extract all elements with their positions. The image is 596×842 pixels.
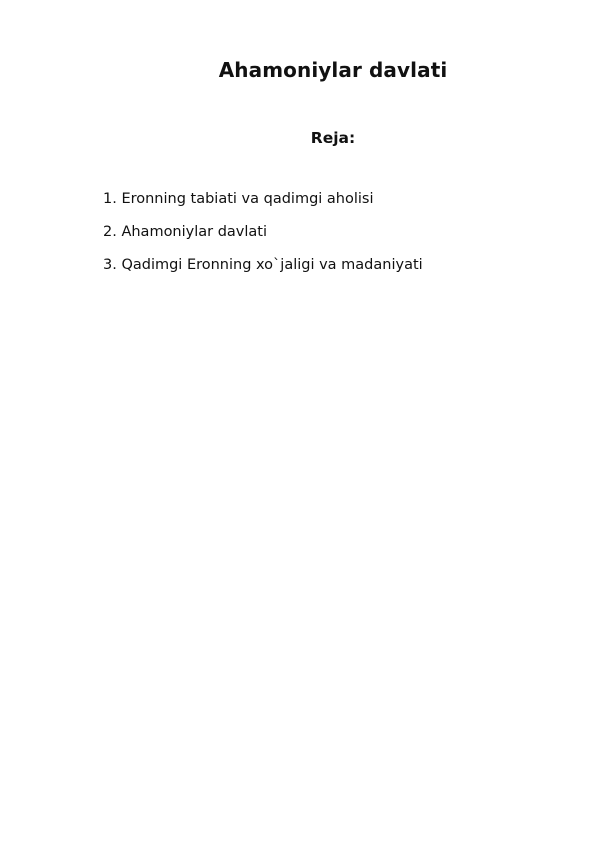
plan-item-1: 1. Eronning tabiati va qadimgi aholisi	[103, 191, 374, 207]
plan-list	[103, 188, 423, 287]
plan-heading: Reja:	[310, 129, 356, 147]
plan-item-2: 2. Ahamoniylar davlati	[103, 224, 268, 240]
plan-item-3: 3. Qadimgi Eronning xo`jaligi va madaniyati	[103, 257, 423, 273]
document-title: Ahamoniylar davlati	[218, 58, 448, 82]
